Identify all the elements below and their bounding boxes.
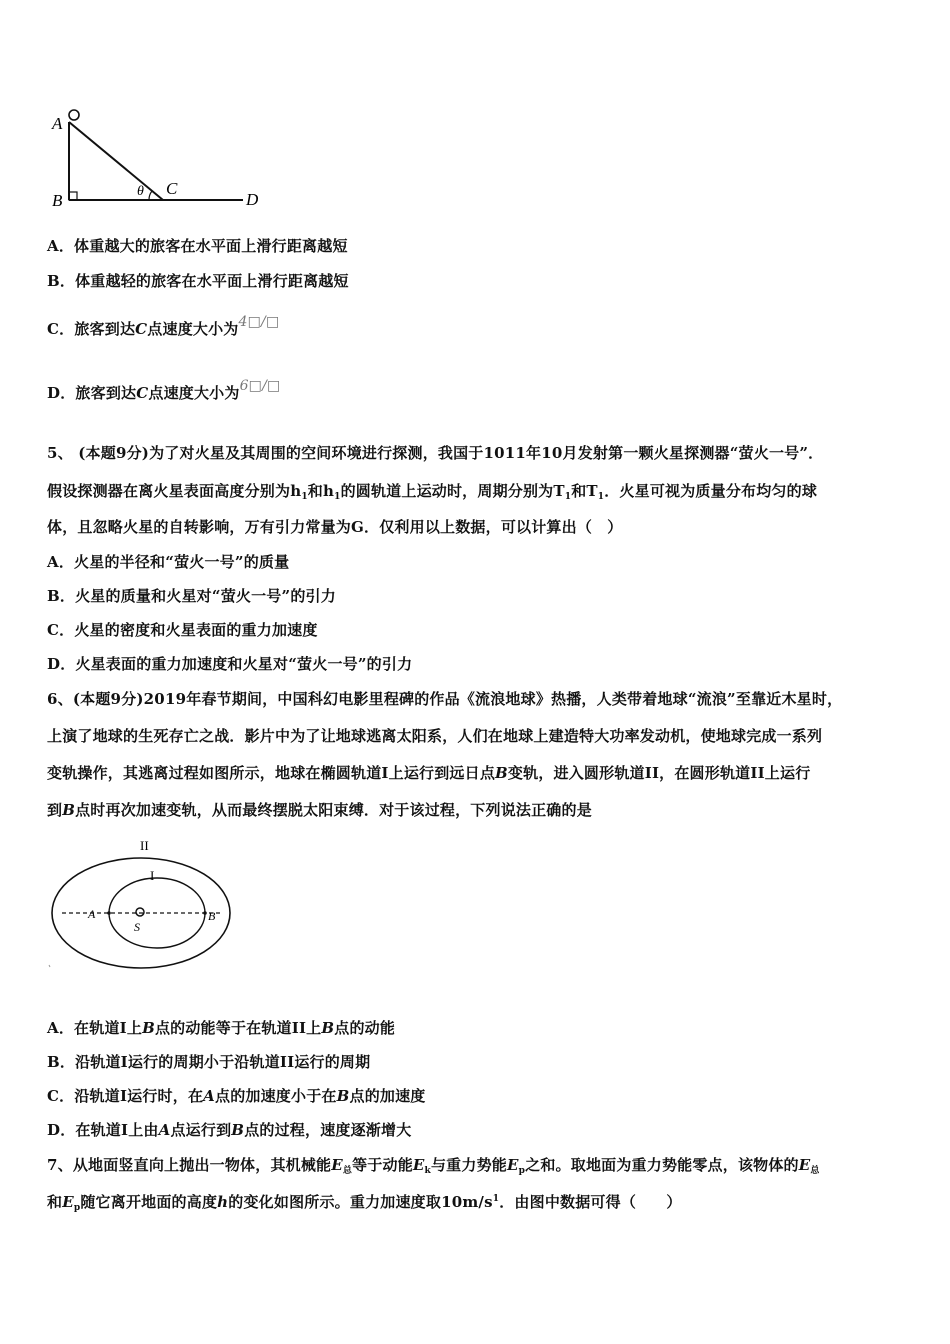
point-b xyxy=(203,911,207,915)
point-a xyxy=(107,911,111,915)
q5-option-c: C．火星的密度和火星表面的重力加速度 xyxy=(47,621,318,639)
q6-option-c: C．沿轨道I运行时，在A点的加速度小于在B点的加速度 xyxy=(47,1087,426,1105)
angle-arc xyxy=(149,191,152,200)
label-theta: θ xyxy=(137,184,144,199)
label-orbit-i: I xyxy=(150,868,155,883)
slide-figure xyxy=(45,105,275,215)
sun-s xyxy=(136,908,144,916)
q7-stem-line-1: 7、从地面竖直向上抛出一物体，其机械能$E_总$等于动能$E_k$与重力势能$E_p$之和。取地面为重力势能零点，该物体的$E_总$ xyxy=(47,1156,820,1176)
q6-option-b: B．沿轨道I运行的周期小于沿轨道II运行的周期 xyxy=(47,1053,371,1071)
right-angle-mark xyxy=(69,192,77,200)
label-s: S xyxy=(134,920,140,934)
passenger-circle xyxy=(69,110,79,120)
label-a: A xyxy=(88,907,96,921)
label-b: B xyxy=(208,909,216,923)
q5-option-a: A．火星的半径和“萤火一号”的质量 xyxy=(47,553,290,571)
label-a: A xyxy=(52,114,63,133)
formula-image: 6□/□ xyxy=(239,378,281,394)
q5-stem-line-1: 5、 (本题9分)为了对火星及其周围的空间环境进行探测，我国于1011年10月发射第一颗火星探测器“萤火一号”． xyxy=(47,444,824,462)
formula-image: 4□/□ xyxy=(238,314,280,330)
label-c: C xyxy=(166,179,178,198)
q4-option-c: C．旅客到达C点速度大小为4□/□ xyxy=(47,314,280,338)
label-d: D xyxy=(246,190,259,209)
q5-stem-line-3: 体，且忽略火星的自转影响，万有引力常量为G．仅利用以上数据，可以计算出（ ） xyxy=(47,518,623,536)
slope-ac xyxy=(69,122,163,200)
q5-stem-line-2: 假设探测器在离火星表面高度分别为$h_1$和$h_1$的圆轨道上运动时，周期分别为$T_1$和$T_1$．火星可视为质量分布均匀的球 xyxy=(47,482,818,502)
q4-option-a: A．体重越大的旅客在水平面上滑行距离越短 xyxy=(47,237,348,255)
q6-stem-line-1: 6、(本题9分)2019年春节期间，中国科幻电影里程碑的作品《流浪地球》热播，人类带着地球“流浪”至靠近木星时， xyxy=(47,690,843,708)
q4-option-b: B．体重越轻的旅客在水平面上滑行距离越短 xyxy=(47,272,349,290)
q6-stem-line-2: 上演了地球的生死存亡之战．影片中为了让地球逃离太阳系，人们在地球上建造特大功率发动机，使地球完成一系列 xyxy=(47,727,823,745)
stray-mark xyxy=(49,965,50,967)
q4-option-d: D．旅客到达C点速度大小为6□/□ xyxy=(47,378,281,402)
label-b: B xyxy=(52,191,63,210)
label-orbit-ii: II xyxy=(140,838,149,853)
q6-stem-line-4: 到B点时再次加速变轨，从而最终摆脱太阳束缚．对于该过程，下列说法正确的是 xyxy=(47,801,592,819)
q7-stem-line-2: 和$E_p$随它离开地面的高度h的变化如图所示。重力加速度取$10m/s^1$．由图中数据可得（ ） xyxy=(47,1193,682,1213)
q6-option-d: D．在轨道I上由A点运行到B点的过程，速度逐渐增大 xyxy=(47,1121,412,1139)
q5-option-b: B．火星的质量和火星对“萤火一号”的引力 xyxy=(47,587,336,605)
q5-option-d: D．火星表面的重力加速度和火星对“萤火一号”的引力 xyxy=(47,655,413,673)
orbit-figure xyxy=(48,836,238,971)
q6-option-a: A．在轨道I上B点的动能等于在轨道II上B点的动能 xyxy=(47,1019,396,1037)
q6-stem-line-3: 变轨操作，其逃离过程如图所示，地球在椭圆轨道I上运行到远日点B变轨，进入圆形轨道II，在圆形轨道II上运行 xyxy=(47,764,811,782)
